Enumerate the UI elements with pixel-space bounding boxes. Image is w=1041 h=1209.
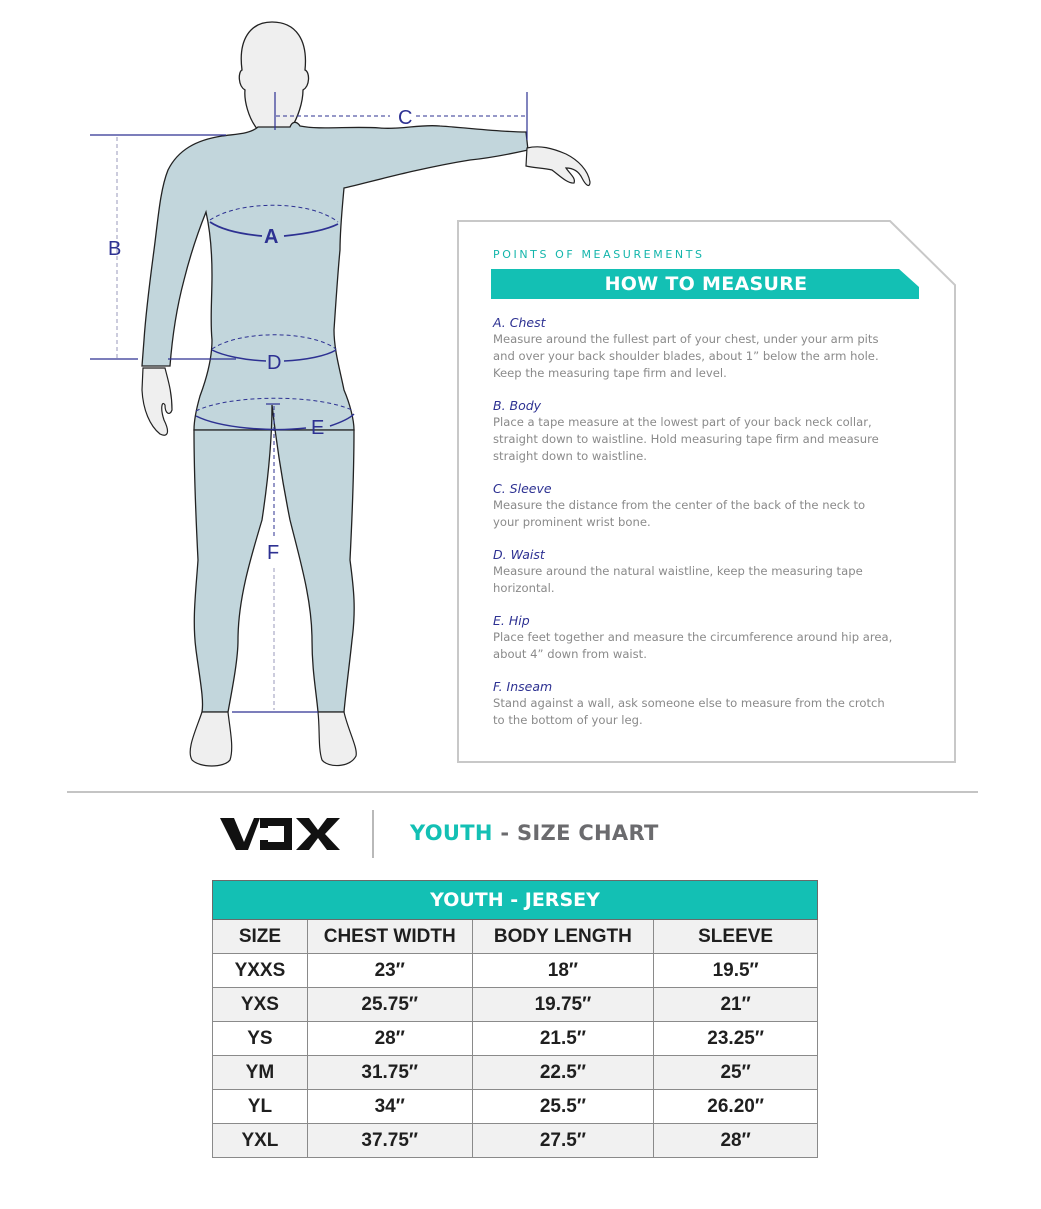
item-title: F. Inseam [493, 679, 553, 694]
brand-header [220, 808, 820, 860]
item-line: Place feet together and measure the circumference around hip area, [493, 630, 893, 644]
label-c: C [398, 107, 413, 129]
cell-body: 19.75″ [472, 988, 654, 1022]
table-row [213, 988, 818, 1022]
label-d: D [267, 352, 282, 374]
item-line: Measure the distance from the center of the back of the neck to [493, 498, 866, 512]
panel-title-banner [491, 269, 919, 299]
measure-item-waist [493, 547, 923, 597]
item-line: to the bottom of your leg. [493, 713, 643, 727]
table-row [213, 1022, 818, 1056]
item-title: A. Chest [493, 315, 546, 330]
item-line: Measure around the fullest part of your chest, under your arm pits [493, 332, 879, 346]
cell-size: YS [213, 1022, 308, 1056]
figure-right-hand [526, 147, 590, 186]
figure-right-foot [318, 712, 356, 766]
brand-separator [372, 810, 374, 858]
cell-chest: 23″ [307, 954, 472, 988]
label-b: B [108, 238, 122, 260]
table-title: YOUTH - JERSEY [213, 881, 818, 920]
item-line: Keep the measuring tape firm and level. [493, 366, 727, 380]
how-to-measure-panel [457, 220, 957, 763]
header-body-length: BODY LENGTH [472, 920, 654, 954]
panel-title: HOW TO MEASURE [604, 273, 808, 295]
figure-left-foot [190, 712, 232, 766]
cell-body: 27.5″ [472, 1124, 654, 1158]
figure-left-hand [142, 368, 172, 435]
measure-item-hip [493, 613, 923, 663]
measure-item-sleeve [493, 481, 923, 531]
item-line: your prominent wrist bone. [493, 515, 651, 529]
table-row [213, 954, 818, 988]
cell-sleeve: 28″ [654, 1124, 818, 1158]
cell-chest: 25.75″ [307, 988, 472, 1022]
item-title: D. Waist [493, 547, 545, 562]
chart-title-rest: - SIZE CHART [492, 821, 659, 845]
cell-sleeve: 21″ [654, 988, 818, 1022]
chart-title-accent: YOUTH [410, 821, 493, 845]
item-line: Place a tape measure at the lowest part of your back neck collar, [493, 415, 872, 429]
measure-item-inseam [493, 679, 923, 729]
section-divider [67, 791, 978, 793]
item-line: and over your back shoulder blades, about 1” below the arm hole. [493, 349, 879, 363]
measure-item-body [493, 398, 923, 465]
item-line: straight down to waistline. Hold measuring tape firm and measure [493, 432, 879, 446]
cell-sleeve: 23.25″ [654, 1022, 818, 1056]
cell-body: 21.5″ [472, 1022, 654, 1056]
cell-size: YXXS [213, 954, 308, 988]
header-sleeve: SLEEVE [654, 920, 818, 954]
item-title: C. Sleeve [493, 481, 552, 496]
item-line: straight down to waistline. [493, 449, 647, 463]
header-size: SIZE [213, 920, 308, 954]
cell-chest: 34″ [307, 1090, 472, 1124]
size-chart-table [212, 880, 818, 1158]
header-chest-width: CHEST WIDTH [307, 920, 472, 954]
item-line: Stand against a wall, ask someone else to measure from the crotch [493, 696, 885, 710]
chart-title [410, 821, 659, 845]
table-row [213, 1056, 818, 1090]
item-line: Measure around the natural waistline, keep the measuring tape [493, 564, 863, 578]
table-row [213, 1124, 818, 1158]
figure-head [239, 22, 308, 130]
vox-logo [220, 816, 342, 852]
cell-body: 22.5″ [472, 1056, 654, 1090]
cell-chest: 31.75″ [307, 1056, 472, 1090]
label-a: A [264, 226, 279, 248]
cell-size: YXS [213, 988, 308, 1022]
cell-sleeve: 25″ [654, 1056, 818, 1090]
cell-body: 25.5″ [472, 1090, 654, 1124]
table-row [213, 1090, 818, 1124]
label-e: E [311, 417, 325, 439]
table-header-row [213, 920, 818, 954]
cell-size: YL [213, 1090, 308, 1124]
cell-body: 18″ [472, 954, 654, 988]
cell-chest: 28″ [307, 1022, 472, 1056]
item-title: E. Hip [493, 613, 530, 628]
measure-item-chest [493, 315, 923, 382]
cell-size: YXL [213, 1124, 308, 1158]
cell-sleeve: 19.5″ [654, 954, 818, 988]
item-line: about 4” down from waist. [493, 647, 647, 661]
item-line: horizontal. [493, 581, 555, 595]
label-f: F [267, 542, 280, 564]
panel-kicker: POINTS OF MEASUREMENTS [493, 248, 705, 261]
item-title: B. Body [493, 398, 542, 413]
cell-sleeve: 26.20″ [654, 1090, 818, 1124]
cell-chest: 37.75″ [307, 1124, 472, 1158]
cell-size: YM [213, 1056, 308, 1090]
